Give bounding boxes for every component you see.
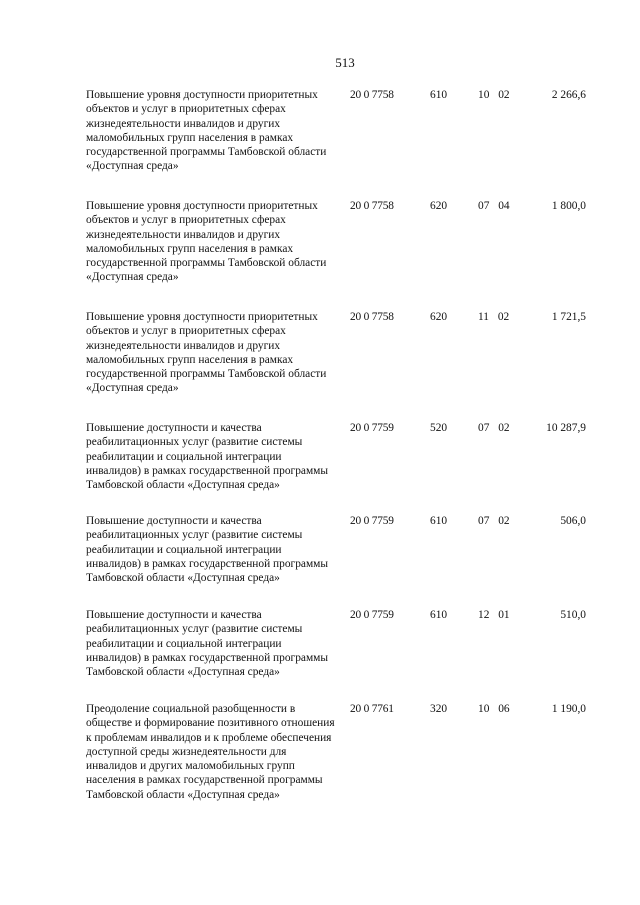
row-amount: 1 190,0 <box>551 703 586 715</box>
row-amount: 10 287,9 <box>546 422 586 434</box>
row-description: Повышение уровня доступности приоритетных объектов и услуг в приоритетных сферах жизнедеятельности инвалидов и других маломобильных групп населения в рамках государственной программы Тамбовской области «Доступная среда» <box>86 311 327 395</box>
table-row <box>86 88 586 199</box>
row-target-code: 20 0 7758 <box>350 200 394 212</box>
row-section: 11 02 <box>478 311 510 323</box>
row-amount: 510,0 <box>560 609 586 621</box>
row-target-code: 20 0 7758 <box>350 89 394 101</box>
page-number: 513 <box>335 55 355 70</box>
row-expense-type: 320 <box>430 703 448 715</box>
table-row <box>86 702 586 832</box>
row-amount: 506,0 <box>560 515 586 527</box>
row-section: 07 04 <box>478 200 510 212</box>
row-expense-type: 610 <box>430 515 448 527</box>
row-expense-type: 520 <box>430 422 448 434</box>
row-expense-type: 610 <box>430 89 448 101</box>
row-section: 07 02 <box>478 515 510 527</box>
row-section: 10 06 <box>478 703 510 715</box>
row-description: Повышение доступности и качества реабилитационных услуг (развитие системы реабилитации и социальной интеграции инвалидов) в рамках государственной программы Тамбовской области «Доступная среда» <box>86 515 329 585</box>
row-target-code: 20 0 7759 <box>350 609 394 621</box>
row-target-code: 20 0 7759 <box>350 422 394 434</box>
row-target-code: 20 0 7761 <box>350 703 394 715</box>
row-amount: 2 266,6 <box>551 89 586 101</box>
row-description: Повышение доступности и качества реабилитационных услуг (развитие системы реабилитации и социальной интеграции инвалидов) в рамках государственной программы Тамбовской области «Доступная среда» <box>86 609 329 679</box>
row-target-code: 20 0 7759 <box>350 515 394 527</box>
row-amount: 1 721,5 <box>551 311 586 323</box>
row-expense-type: 620 <box>430 200 448 212</box>
table-row <box>86 310 586 421</box>
row-description: Повышение уровня доступности приоритетных объектов и услуг в приоритетных сферах жизнедеятельности инвалидов и других маломобильных групп населения в рамках государственной программы Тамбовской области «Доступная среда» <box>86 89 327 173</box>
table-row <box>86 199 586 310</box>
row-expense-type: 610 <box>430 609 448 621</box>
row-description: Повышение уровня доступности приоритетных объектов и услуг в приоритетных сферах жизнедеятельности инвалидов и других маломобильных групп населения в рамках государственной программы Тамбовской области «Доступная среда» <box>86 200 327 284</box>
table-row <box>86 608 586 702</box>
row-section: 10 02 <box>478 89 510 101</box>
row-section: 12 01 <box>478 609 510 621</box>
budget-table <box>86 88 586 832</box>
table-row <box>86 514 586 608</box>
row-expense-type: 620 <box>430 311 448 323</box>
row-target-code: 20 0 7758 <box>350 311 394 323</box>
row-section: 07 02 <box>478 422 510 434</box>
row-description: Повышение доступности и качества реабилитационных услуг (развитие системы реабилитации и социальной интеграции инвалидов) в рамках государственной программы Тамбовской области «Доступная среда» <box>86 422 329 492</box>
table-row <box>86 421 586 514</box>
row-description: Преодоление социальной разобщенности в обществе и формирование позитивного отношения к проблемам инвалидов и к проблеме обеспечения доступной среды жизнедеятельности для инвалидов и других маломобильных групп населения в рамках государственной программы Тамбовской области «Доступная среда» <box>86 703 335 801</box>
row-amount: 1 800,0 <box>551 200 586 212</box>
